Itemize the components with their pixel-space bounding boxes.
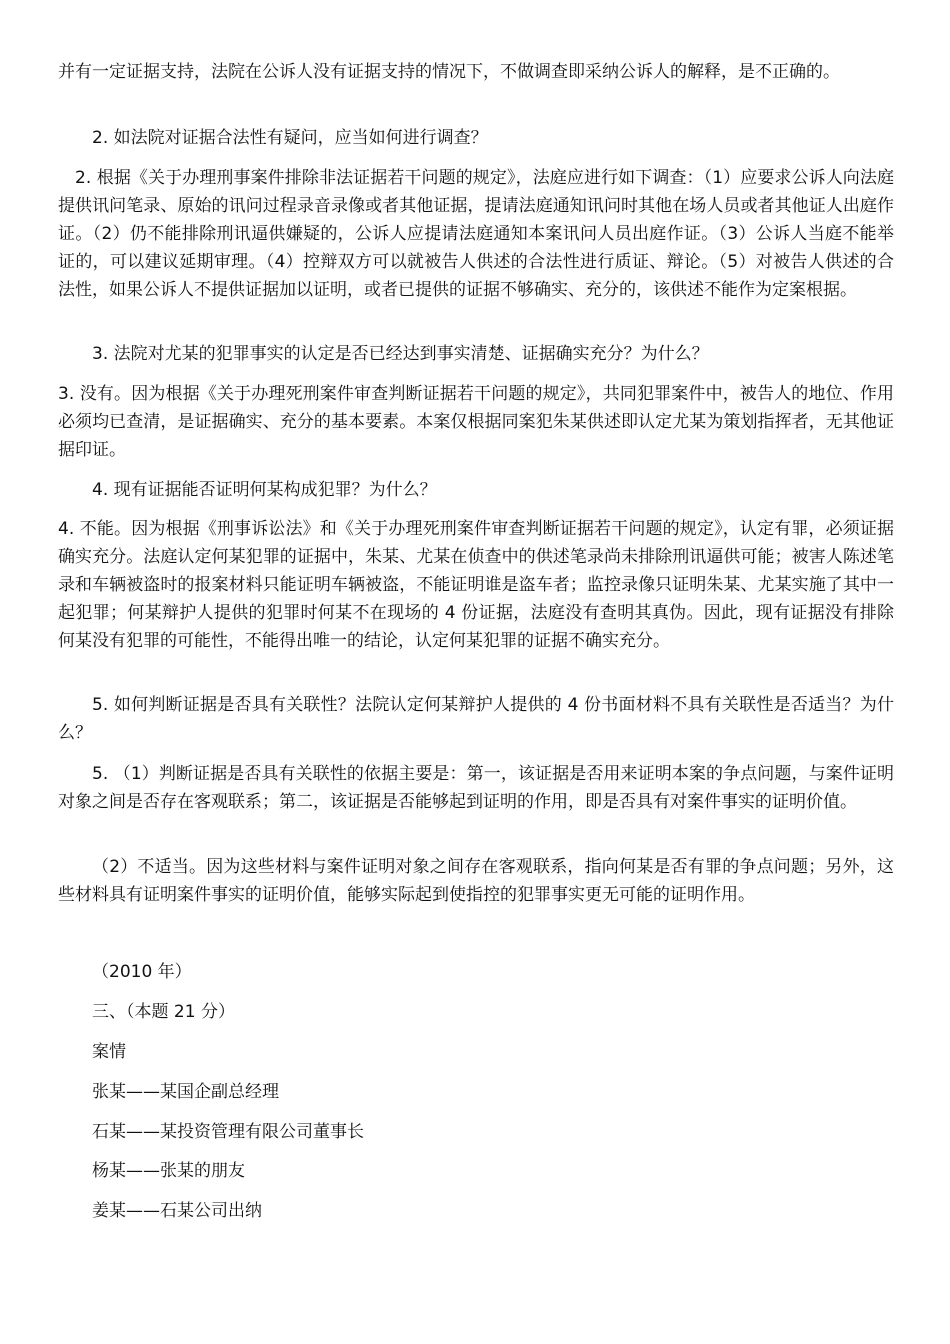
person-item: 姜某——石某公司出纳 [92,1201,262,1221]
answer-5-part-2: （2）不适当。因为这些材料与案件证明对象之间存在客观联系，指向何某是否有罪的争点问题；另外，这些材料具有证明案件事实的证明价值，能够实际起到使指控的犯罪事实更无可能的证明作用。 [58,857,894,905]
answer-2: 2. 根据《关于办理刑事案件排除非法证据若干问题的规定》，法庭应进行如下调查：（1）应要求公诉人向法庭提供讯问笔录、原始的讯问过程录音录像或者其他证据，提请法庭通知讯问时其他在场人员或者其他证人出庭作证。（2）仍不能排除刑讯逼供嫌疑的，公诉人应提请法庭通知本案讯问人员出庭作证。（3）公诉人当庭不能举证的，可以建议延期审理。（4）控辩双方可以就被告人供述的合法性进行质证、辩论。（5）对被告人供述的合法性，如果公诉人不提供证据加以证明，或者已提供的证据不够确实、充分的，该供述不能作为定案根据。 [58,168,894,300]
question-5: 5. 如何判断证据是否具有关联性？法院认定何某辩护人提供的 4 份书面材料不具有关联性是否适当？为什么？ [58,695,894,743]
person-item: 石某——某投资管理有限公司董事长 [92,1122,364,1142]
answer-5-part-1: 5. （1）判断证据是否具有关联性的依据主要是：第一，该证据是否用来证明本案的争点问题，与案件证明对象之间是否存在客观联系；第二，该证据是否能够起到证明的作用，即是否具有对案件事实的证明价值。 [58,764,894,812]
answer-4: 4. 不能。因为根据《刑事诉讼法》和《关于办理死刑案件审查判断证据若干问题的规定》，认定有罪，必须证据确实充分。法庭认定何某犯罪的证据中，朱某、尤某在侦查中的供述笔录尚未排除刑讯逼供可能；被害人陈述笔录和车辆被盗时的报案材料只能证明车辆被盗，不能证明谁是盗车者；监控录像只证明朱某、尤某实施了其中一起犯罪；何某辩护人提供的犯罪时何某不在现场的 4 份证据，法庭没有查明其真伪。因此，现有证据没有排除何某没有犯罪的可能性，不能得出唯一的结论，认定何某犯罪的证据不确实充分。 [58,519,894,651]
question-2: 2. 如法院对证据合法性有疑问，应当如何进行调查？ [92,128,488,148]
question-4: 4. 现有证据能否证明何某构成犯罪？为什么？ [92,480,437,500]
question-3: 3. 法院对尤某的犯罪事实的认定是否已经达到事实清楚、证据确实充分？为什么？ [92,344,709,364]
section-heading: 三、（本题 21 分） [92,1002,235,1022]
year-label: （2010 年） [92,962,192,982]
answer-3: 3. 没有。因为根据《关于办理死刑案件审查判断证据若干问题的规定》，共同犯罪案件中，被告人的地位、作用必须均已查清，是证据确实、充分的基本要素。本案仅根据同案犯朱某供述即认定尤某为策划指挥者，无其他证据印证。 [58,384,894,460]
person-item: 杨某——张某的朋友 [92,1161,245,1181]
case-heading: 案情 [92,1042,126,1062]
person-item: 张某——某国企副总经理 [92,1082,279,1102]
answer-1-continuation: 并有一定证据支持，法院在公诉人没有证据支持的情况下，不做调查即采纳公诉人的解释，是不正确的。 [58,62,840,82]
